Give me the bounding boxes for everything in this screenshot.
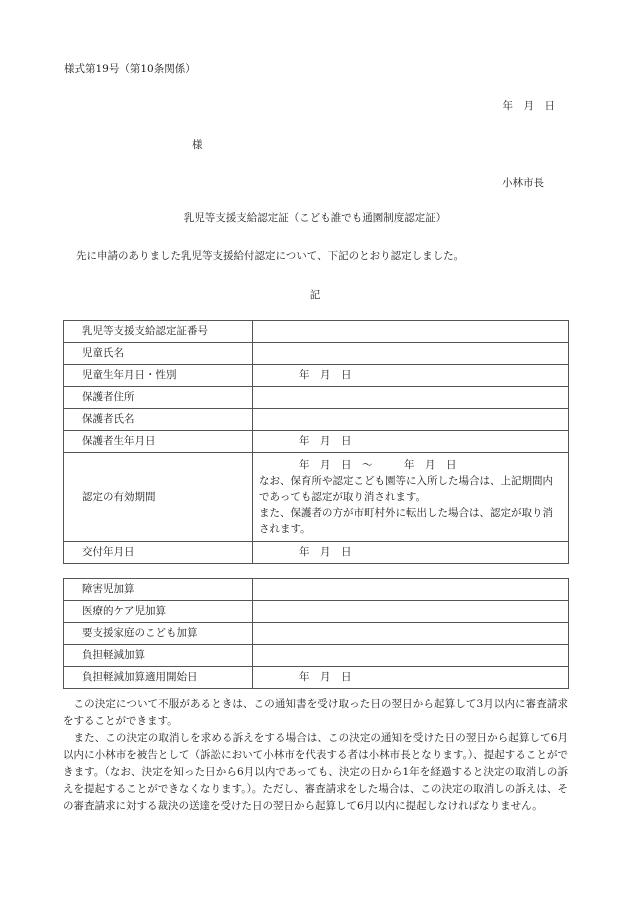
table-row [64,431,569,453]
row-label: 児童氏名 [64,343,253,365]
issue-date-line: 年 月 日 [502,100,555,112]
intro-text: 先に申請のありました乳児等支援給付認定について、下記のとおり認定しました。 [76,250,465,262]
table-row [64,387,569,409]
row-value [253,667,569,689]
row-label: 乳児等支援支給認定証番号 [64,321,253,343]
row-value [253,542,569,564]
row-label: 児童生年月日・性別 [64,365,253,387]
addressee-suffix: 様 [192,139,203,151]
row-value [253,365,569,387]
row-value [253,321,569,343]
table-row [64,667,569,689]
appeal-notice [63,696,568,815]
table-row [64,409,569,431]
document-title: 乳児等支援支給認定証（こども誰でも通園制度認定証） [183,212,447,224]
period-note-admission: なお、保育所や認定こども園等に入所した場合は、上記期間内であっても認定が取り消されます。 [259,475,553,503]
lawsuit-paragraph: また、この決定の取消しを求める訴えをする場合は、この決定の通知を受けた日の翌日から起算して6月以内に小林市を被告として（訴訟において小林市を代表する者は小林市長となります。）、提起することができます。（なお、決定を知った日から6月以内であっても、決定の日から1年を経過すると決定の取消しの訴えを提起することができなくなります。）。ただし、審査請求をした場合は、この決定の取消しの訴えは、その審査請求に対する裁決の送達を受けた日の翌日から起算して6月以内に提起しなければなりません。 [63,732,568,812]
row-label: 負担軽減加算 [64,645,253,667]
row-value [253,387,569,409]
table-row [64,579,569,601]
date-placeholder: 年 月 日 [299,435,352,448]
row-value [253,579,569,601]
certification-table [63,320,569,564]
table-row [64,601,569,623]
date-placeholder: 年 月 日 [299,546,352,559]
row-value [253,431,569,453]
appeal-paragraph: この決定について不服があるときは、この通知書を受け取った日の翌日から起算して3月以内に審査請求をすることができます。 [63,698,568,727]
row-label: 交付年月日 [64,542,253,564]
row-value [253,453,569,542]
row-label: 負担軽減加算適用開始日 [64,667,253,689]
table-row [64,321,569,343]
row-value [253,623,569,645]
row-label: 認定の有効期間 [64,453,253,542]
table-row [64,542,569,564]
date-placeholder: 年 月 日 [299,369,352,382]
row-label: 要支援家庭のこども加算 [64,623,253,645]
period-range: 年 月 日 ～ 年 月 日 [299,459,457,471]
table-row [64,343,569,365]
row-label: 保護者住所 [64,387,253,409]
table-row [64,645,569,667]
period-note-relocation: また、保護者の方が市町村外に転出した場合は、認定が取り消されます。 [259,507,553,535]
row-value [253,409,569,431]
date-placeholder: 年 月 日 [299,671,352,684]
ki-heading: 記 [309,289,321,301]
row-label: 障害児加算 [64,579,253,601]
row-value [253,645,569,667]
row-label: 保護者生年月日 [64,431,253,453]
row-value [253,601,569,623]
validity-period-row [64,453,569,542]
table-row [64,623,569,645]
table-row [64,365,569,387]
form-number: 様式第19号（第10条関係） [64,63,196,75]
additions-table [63,578,569,689]
row-value [253,343,569,365]
issuer-name: 小林市長 [502,177,544,189]
row-label: 医療的ケア児加算 [64,601,253,623]
row-label: 保護者氏名 [64,409,253,431]
